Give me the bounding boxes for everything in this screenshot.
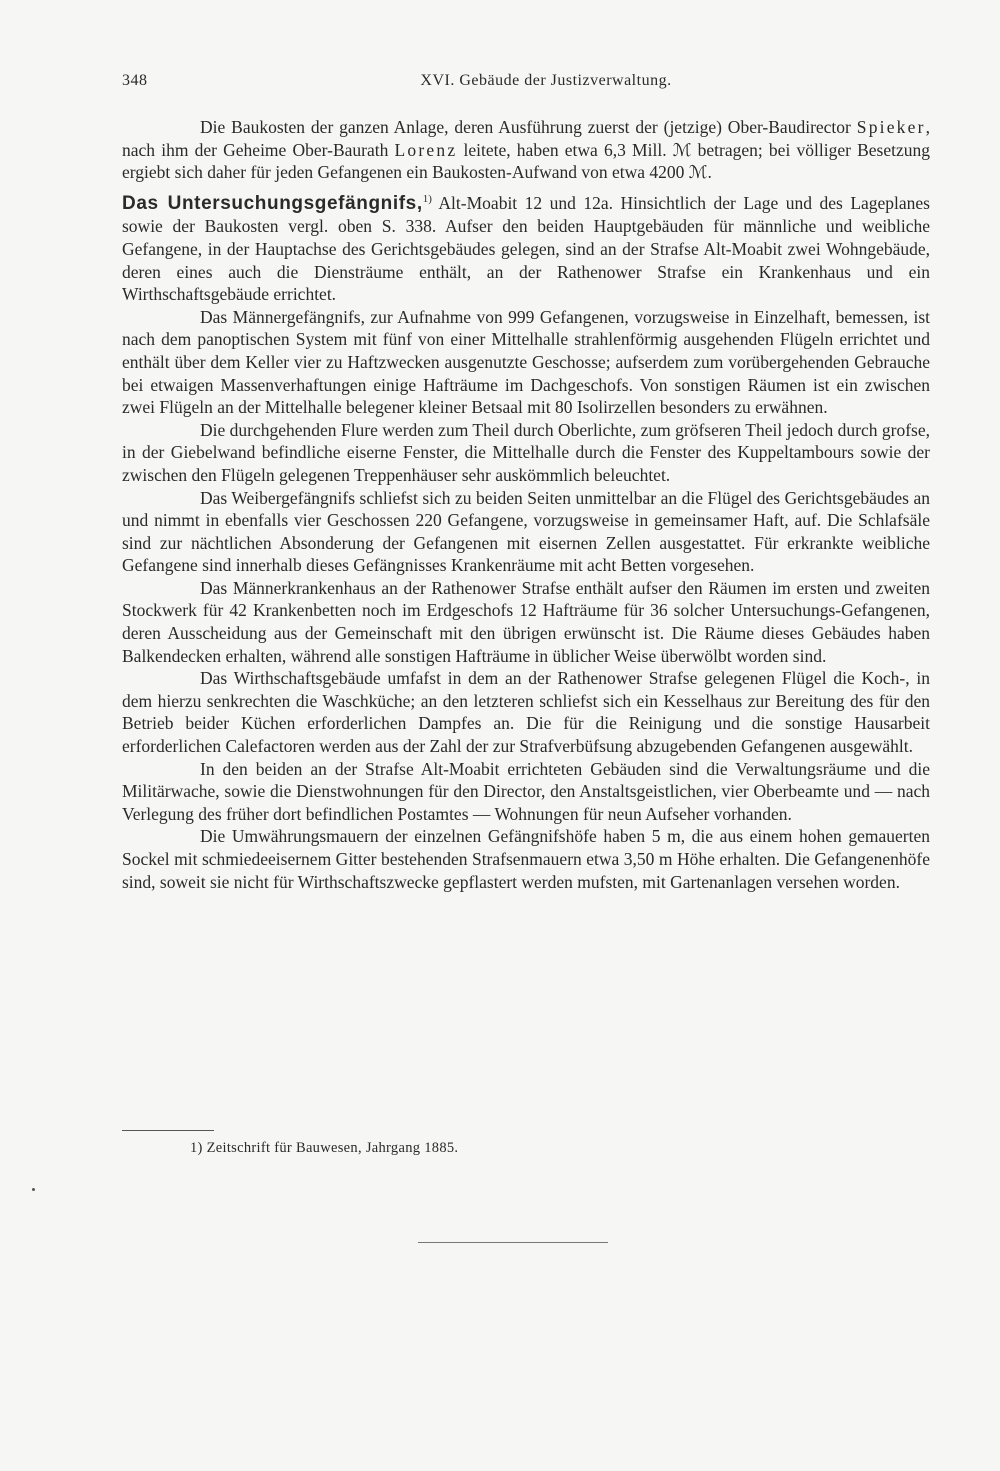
section-title: Das Untersuchungsgefängnifs, (122, 192, 423, 214)
body-text (122, 116, 930, 893)
end-rule (418, 1242, 608, 1243)
footnote-text: Zeitschrift für Bauwesen, Jahrgang 1885. (206, 1140, 459, 1156)
paragraph-wohngebaeude: In den beiden an der Strafse Alt-Moabit errichteten Gebäuden sind die Verwaltungsräume und die Militärwache, sowie die Dienstwohnungen für den Director, den Anstaltsgeistlichen, vier Oberbeamte und — nach Verlegung des früher dort befindlichen Postamtes — Wohnungen für neun Aufseher vorhanden. (122, 758, 930, 824)
page-number: 348 (122, 72, 148, 89)
intro-paragraph (122, 116, 930, 184)
paragraph-weibergefaengnis: Das Weibergefängnifs schliefst sich zu beiden Seiten unmittelbar an die Flügel des Gerichtsgebäudes an und nimmt in ebenfalls vier Geschossen 220 Gefangene, vorzugsweise in gemeinsamer Haft, auf. Die Schlafsäle sind zur nächtlichen Absonderung der Gefangenen mit eisernen Zellen ausgestattet. Für erkrankte weibliche Gefangene sind innerhalb dieses Gefängnisses Krankenräume mit acht Betten vorgesehen. (122, 487, 930, 576)
paragraph-maennerkrankenhaus: Das Männerkrankenhaus an der Rathenower Strafse enthält aufser den Räumen im ersten und zweiten Stockwerk für 42 Krankenbetten noch im Erdgeschofs 12 Hafträume für 36 solcher Untersuchungs-Gefangenen, deren Ausscheidung aus der Gemeinschaft mit den übrigen erwünscht ist. Die Räume dieses Gebäudes haben Balkendecken erhalten, während alle sonstigen Hafträume in üblicher Weise überwölbt worden sind. (122, 577, 930, 666)
section-paragraph (122, 192, 930, 306)
running-title: XVI. Gebäude der Justizverwaltung. (420, 72, 672, 89)
footnote-reference[interactable]: 1) (422, 192, 432, 205)
paragraph-flure: Die durchgehenden Flure werden zum Theil durch Oberlichte, zum gröfseren Theil jedoch durch grofse, in der Giebelwand befindliche eiserne Fenster, die Mittelhalle durch die Fenster des Kuppeltambours sowie der zwischen den Flügeln gelegenen Treppenhäuser sehr auskömmlich beleuchtet. (122, 419, 930, 485)
intro-text-2: , nach ihm der Geheime Ober-Baurath (122, 117, 930, 160)
footnote-divider (122, 1130, 214, 1131)
person-name-lorenz: Lorenz (394, 139, 458, 160)
footnote-mark: 1) (190, 1140, 203, 1156)
intro-text-3: leitete, haben etwa 6,3 Mill. ℳ betragen; bei völliger Besetzung ergiebt sich daher für jeden Gefangenen ein Baukosten-Aufwand von etwa 4200 ℳ. (122, 139, 931, 183)
paragraph-maennergefaengnis: Das Männergefängnifs, zur Aufnahme von 999 Gefangenen, vorzugsweise in Einzelhaft, bemessen, ist nach dem panoptischen System mit fünf von einer Mittelhalle strahlenförmig ausgehenden Flügeln errichtet und enthält über dem Keller vier zu Haftzwecken ausgenutzte Geschosse; aufserdem zum vorübergehenden Gebrauche bei etwaigen Massenverhaftungen einige Hafträume im Dachgeschofs. Von sonstigen Räumen ist ein zwischen zwei Flügeln an der Mittelhalle belegener kleiner Betsaal mit 80 Isolirzellen besonders zu erwähnen. (122, 306, 930, 418)
person-name-spieker: Spieker (856, 117, 926, 137)
intro-text-1: Die Baukosten der ganzen Anlage, deren Ausführung zuerst der (jetzige) Ober-Baudirector (200, 117, 857, 137)
paragraph-umwaehrungsmauern: Die Umwährungsmauern der einzelnen Gefängnifshöfe haben 5 m, die aus einem hohen gemauerten Sockel mit schmiedeeisernem Gitter bestehenden Strafsenmauern etwa 3,50 m Höhe erhalten. Die Gefangenenhöfe sind, soweit sie nicht für Wirthschaftszwecke gepflastert werden mufsten, mit Gartenanlagen versehen worden. (122, 826, 930, 892)
footnote (190, 1140, 790, 1157)
section-text: Alt-Moabit 12 und 12a. Hinsichtlich der Lage und des Lageplanes sowie der Baukosten vergl. oben S. 338. Aufser den beiden Hauptgebäuden für männliche und weibliche Gefangene, in der Hauptachse des Gerichtsgebäudes gelegen, sind an der Strafse Alt-Moabit zwei Wohngebäude, deren eines auch die Diensträume enthält, an der Rathenower Strafse ein Krankenhaus und ein Wirthschaftsgebäude errichtet. (122, 192, 930, 305)
margin-speck (32, 1188, 35, 1191)
page-header (122, 72, 930, 102)
paragraph-wirthschaftsgebaeude: Das Wirthschaftsgebäude umfafst in dem an der Rathenower Strafse gelegenen Flügel die Koch-, in dem hierzu senkrechten die Waschküche; an den letzteren schliefst sich ein Kesselhaus zur Bereitung des für den Betrieb beider Küchen erforderlichen Dampfes an. Die für die Reinigung und die sonstige Hausarbeit erforderlichen Calefactoren werden aus der Zahl der zur Strafverbüfsung abzugebenden Gefangenen ausgewählt. (122, 668, 930, 757)
